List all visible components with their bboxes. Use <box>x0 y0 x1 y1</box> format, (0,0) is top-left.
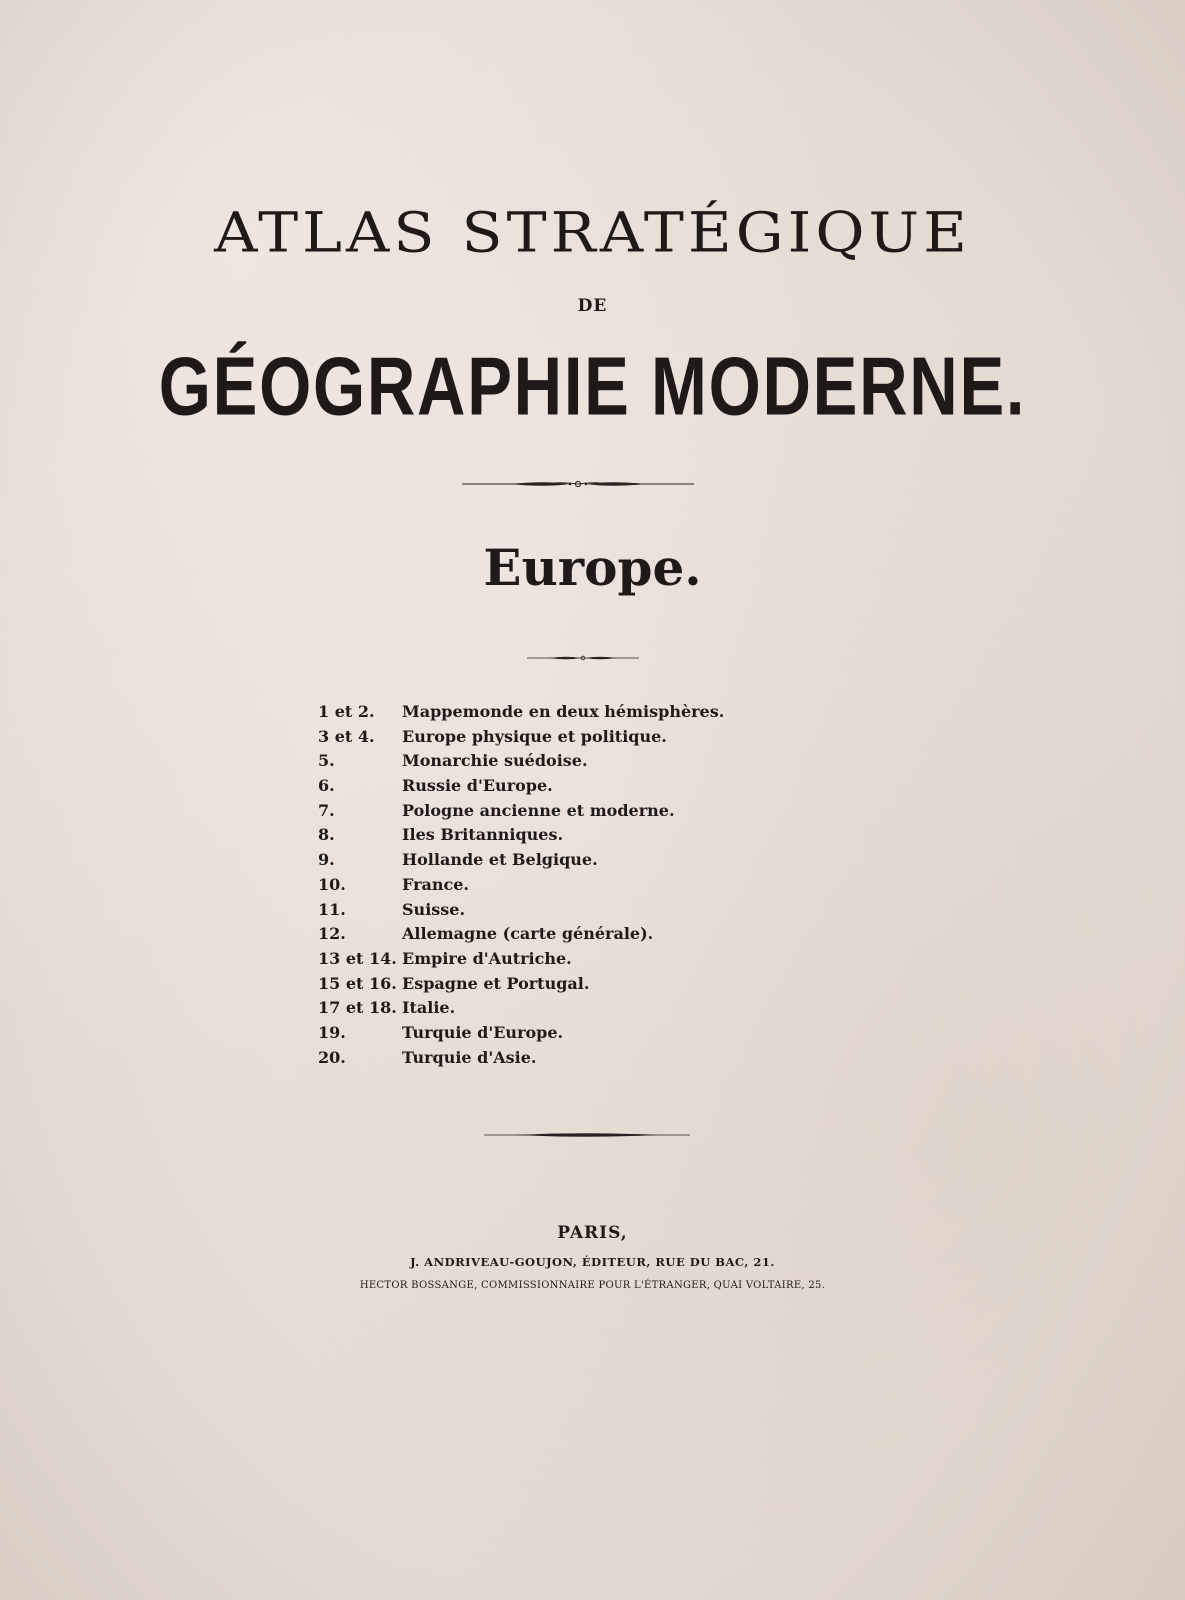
toc-row <box>318 749 838 774</box>
toc-number: 10. <box>318 874 346 894</box>
toc-row <box>318 774 838 799</box>
toc-title: Russie d'Europe. <box>402 776 553 796</box>
toc-title: Espagne et Portugal. <box>402 973 590 993</box>
title-line-atlas-strategique: ATLAS STRATÉGIQUE <box>214 200 971 266</box>
toc-title: Empire d'Autriche. <box>402 948 572 968</box>
toc-number: 12. <box>318 924 346 944</box>
toc-row <box>318 898 838 923</box>
toc-number: 17 et 18. <box>318 998 397 1018</box>
toc-title: Italie. <box>402 998 456 1018</box>
toc-number: 9. <box>318 850 335 870</box>
toc-number: 1 et 2. <box>318 702 375 721</box>
toc-row <box>318 725 838 750</box>
table-of-contents <box>318 700 838 1070</box>
section-title-europe: Europe. <box>483 538 702 597</box>
toc-number: 6. <box>318 776 335 796</box>
toc-number: 7. <box>318 800 335 820</box>
title-line-de: DE <box>577 296 608 316</box>
toc-number: 5. <box>318 751 335 771</box>
ornamental-rule-top <box>462 478 694 490</box>
toc-title: Suisse. <box>402 899 466 919</box>
toc-title: Iles Britanniques. <box>402 825 564 845</box>
toc-row <box>318 700 838 725</box>
toc-row <box>318 972 838 997</box>
toc-number: 13 et 14. <box>318 948 397 968</box>
toc-title: France. <box>402 874 469 894</box>
toc-title: Hollande et Belgique. <box>402 850 598 870</box>
toc-number: 3 et 4. <box>318 726 375 746</box>
toc-number: 20. <box>318 1047 346 1067</box>
toc-row <box>318 1046 838 1071</box>
toc-row <box>318 799 838 824</box>
ornamental-rule-bottom <box>484 1131 690 1139</box>
imprint-agent: HECTOR BOSSANGE, COMMISSIONNAIRE POUR L'ÉTRANGER, QUAI VOLTAIRE, 25. <box>359 1280 826 1291</box>
imprint-publisher: J. ANDRIVEAU-GOUJON, ÉDITEUR, RUE DU BAC, 21. <box>410 1255 775 1269</box>
ornamental-rule-middle <box>527 653 639 663</box>
toc-title: Allemagne (carte générale). <box>402 924 654 944</box>
toc-number: 19. <box>318 1022 346 1042</box>
toc-number: 8. <box>318 825 335 845</box>
toc-title: Europe physique et politique. <box>402 726 667 746</box>
toc-title: Turquie d'Asie. <box>402 1047 537 1067</box>
toc-row <box>318 1021 838 1046</box>
toc-title: Turquie d'Europe. <box>402 1022 564 1042</box>
toc-row <box>318 996 838 1021</box>
toc-title: Pologne ancienne et moderne. <box>402 800 675 820</box>
toc-row <box>318 848 838 873</box>
toc-number: 11. <box>318 899 346 919</box>
toc-number: 15 et 16. <box>318 973 397 993</box>
toc-row <box>318 922 838 947</box>
toc-row <box>318 873 838 898</box>
toc-row <box>318 947 838 972</box>
toc-title: Monarchie suédoise. <box>402 751 588 771</box>
toc-row <box>318 823 838 848</box>
toc-title: Mappemonde en deux hémisphères. <box>402 702 725 721</box>
title-line-geographie-moderne: GÉOGRAPHIE MODERNE. <box>158 339 1027 433</box>
imprint-city: PARIS, <box>557 1223 628 1243</box>
